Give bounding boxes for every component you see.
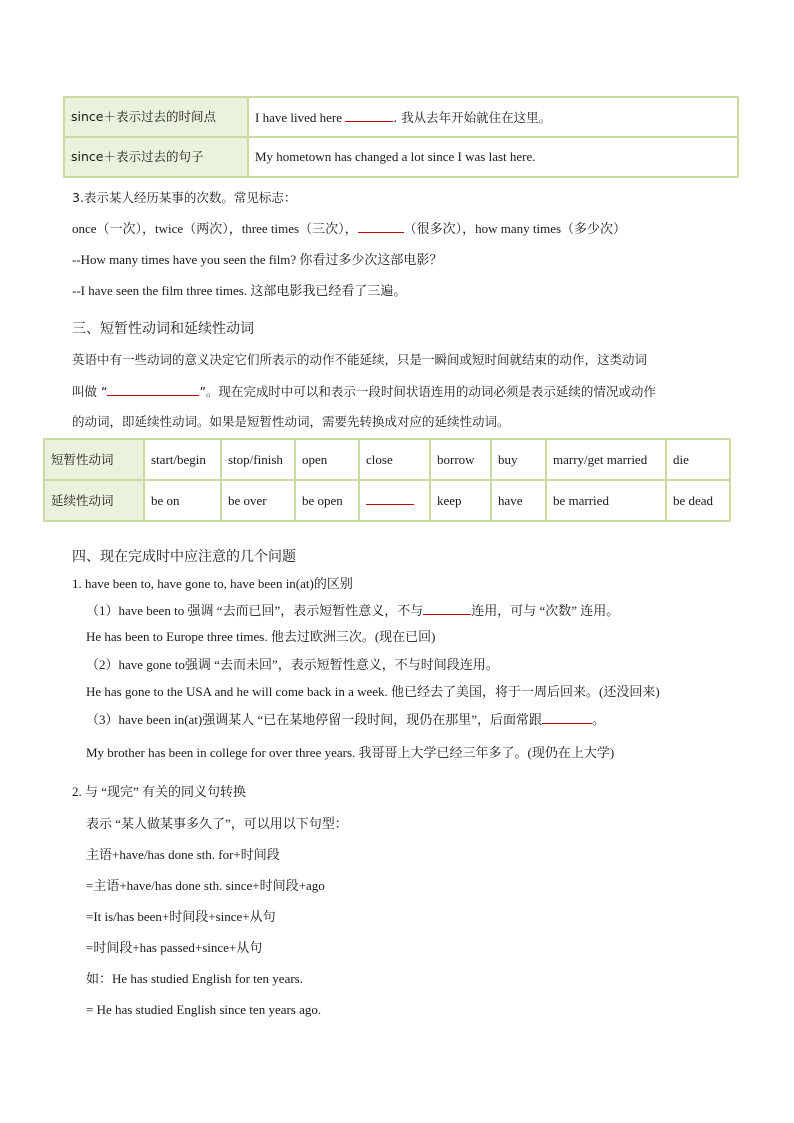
durative-verb-label: 延续性动词 — [44, 480, 144, 521]
item-2-heading: 2. 与 “现完” 有关的同义句转换 — [72, 784, 247, 799]
since-example-2: My hometown has changed a lot since I was last here. — [248, 137, 738, 177]
item-2-intro: 表示 “某人做某事多久了”，可以用以下句型： — [86, 816, 348, 831]
item-1a — [86, 602, 619, 619]
short-verb-label: 短暂性动词 — [44, 439, 144, 480]
item-1c-example: My brother has been in college for over three years. 我哥哥上大学已经三年多了。(现仍在上大学) — [86, 745, 615, 760]
verb-cell: be married — [546, 480, 666, 521]
section-3-para-line-3: 的动词，即延续性动词。如果是短暂性动词，需要先转换成对应的延续性动词。 — [72, 414, 510, 429]
pattern-line-2: =主语+have/has done sth. since+时间段+ago — [86, 878, 325, 893]
verb-cell: start/begin — [144, 439, 221, 480]
item-1c-post: 。 — [592, 712, 606, 727]
section-4-title: 四、现在完成时中应注意的几个问题 — [72, 549, 296, 565]
verb-cell-blank — [359, 480, 430, 521]
verb-cell: be over — [221, 480, 295, 521]
item-1c-pre: （3）have been in(at)强调某人 “已在某地停留一段时间，现仍在那里”，后面常跟 — [86, 712, 543, 727]
answer-blank[interactable] — [366, 492, 414, 505]
verb-cell: borrow — [430, 439, 491, 480]
answer-blank[interactable] — [542, 711, 592, 724]
since-table — [63, 96, 739, 178]
item-1-heading: 1. have been to, have gone to, have been in(at)的区别 — [72, 576, 353, 591]
item-1a-example: He has been to Europe three times. 他去过欧洲三次。(现在已回) — [86, 629, 436, 644]
times-examples-post: （很多次），how many times（多少次） — [403, 221, 627, 236]
since-label-1: since＋表示过去的时间点 — [64, 97, 248, 137]
section-3-para-line-2-pre: 叫做 “ — [72, 384, 108, 399]
times-examples — [72, 220, 626, 237]
item-1b: （2）have gone to强调 “去而未回”，表示短暂性意义，不与时间段连用。 — [86, 657, 499, 672]
table-row — [64, 137, 738, 177]
section-3-para-line-2-post: ”。现在完成时中可以和表示一段时间状语连用的动词必须是表示延续的情况或动作 — [199, 384, 656, 399]
answer-blank[interactable] — [423, 602, 471, 615]
pattern-line-1: 主语+have/has done sth. for+时间段 — [86, 847, 280, 862]
section-3-para-line-1: 英语中有一些动词的意义决定它们所表示的动作不能延续，只是一瞬间或短时间就结束的动作，这类动词 — [72, 352, 648, 367]
times-answer: --I have seen the film three times. 这部电影我已经看了三遍。 — [72, 283, 407, 298]
answer-blank[interactable] — [107, 383, 199, 396]
pattern-line-4: =时间段+has passed+since+从句 — [86, 940, 263, 955]
verb-table — [43, 438, 731, 522]
section-3-para-line-2 — [72, 383, 656, 400]
times-question: --How many times have you seen the film? 你看过多少次这部电影？ — [72, 252, 443, 267]
times-examples-pre: once（一次），twice（两次），three times（三次）， — [72, 221, 358, 236]
example-line-2: = He has studied English since ten years ago. — [86, 1002, 322, 1017]
since-example-1-post: . 我从去年开始就住在这里。 — [393, 109, 552, 125]
item-1a-post: 连用，可与 “次数” 连用。 — [471, 603, 620, 618]
table-row — [44, 439, 730, 480]
section-3-title: 三、短暂性动词和延续性动词 — [72, 321, 254, 337]
item-1b-example: He has gone to the USA and he will come back in a week. 他已经去了美国，将于一周后回来。(还没回来) — [86, 684, 660, 699]
verb-cell: open — [295, 439, 359, 480]
answer-blank[interactable] — [358, 220, 404, 233]
table-row — [44, 480, 730, 521]
table-row — [64, 97, 738, 137]
answer-blank[interactable] — [345, 109, 393, 122]
verb-cell: close — [359, 439, 430, 480]
since-example-1-pre: I have lived here — [255, 109, 346, 125]
verb-cell: buy — [491, 439, 546, 480]
verb-cell: stop/finish — [221, 439, 295, 480]
item-1a-pre: （1）have been to 强调 “去而已回”，表示短暂性意义，不与 — [86, 603, 424, 618]
verb-cell: have — [491, 480, 546, 521]
pattern-line-3: =It is/has been+时间段+since+从句 — [86, 909, 276, 924]
since-label-2: since＋表示过去的句子 — [64, 137, 248, 177]
times-heading: 3.表示某人经历某事的次数。常见标志： — [72, 190, 297, 205]
verb-cell: die — [666, 439, 730, 480]
verb-cell: be on — [144, 480, 221, 521]
since-example-1 — [248, 97, 738, 137]
example-line-1: 如：He has studied English for ten years. — [86, 971, 303, 986]
verb-cell: marry/get married — [546, 439, 666, 480]
verb-cell: be dead — [666, 480, 730, 521]
item-1c — [86, 711, 605, 728]
verb-cell: keep — [430, 480, 491, 521]
verb-cell: be open — [295, 480, 359, 521]
